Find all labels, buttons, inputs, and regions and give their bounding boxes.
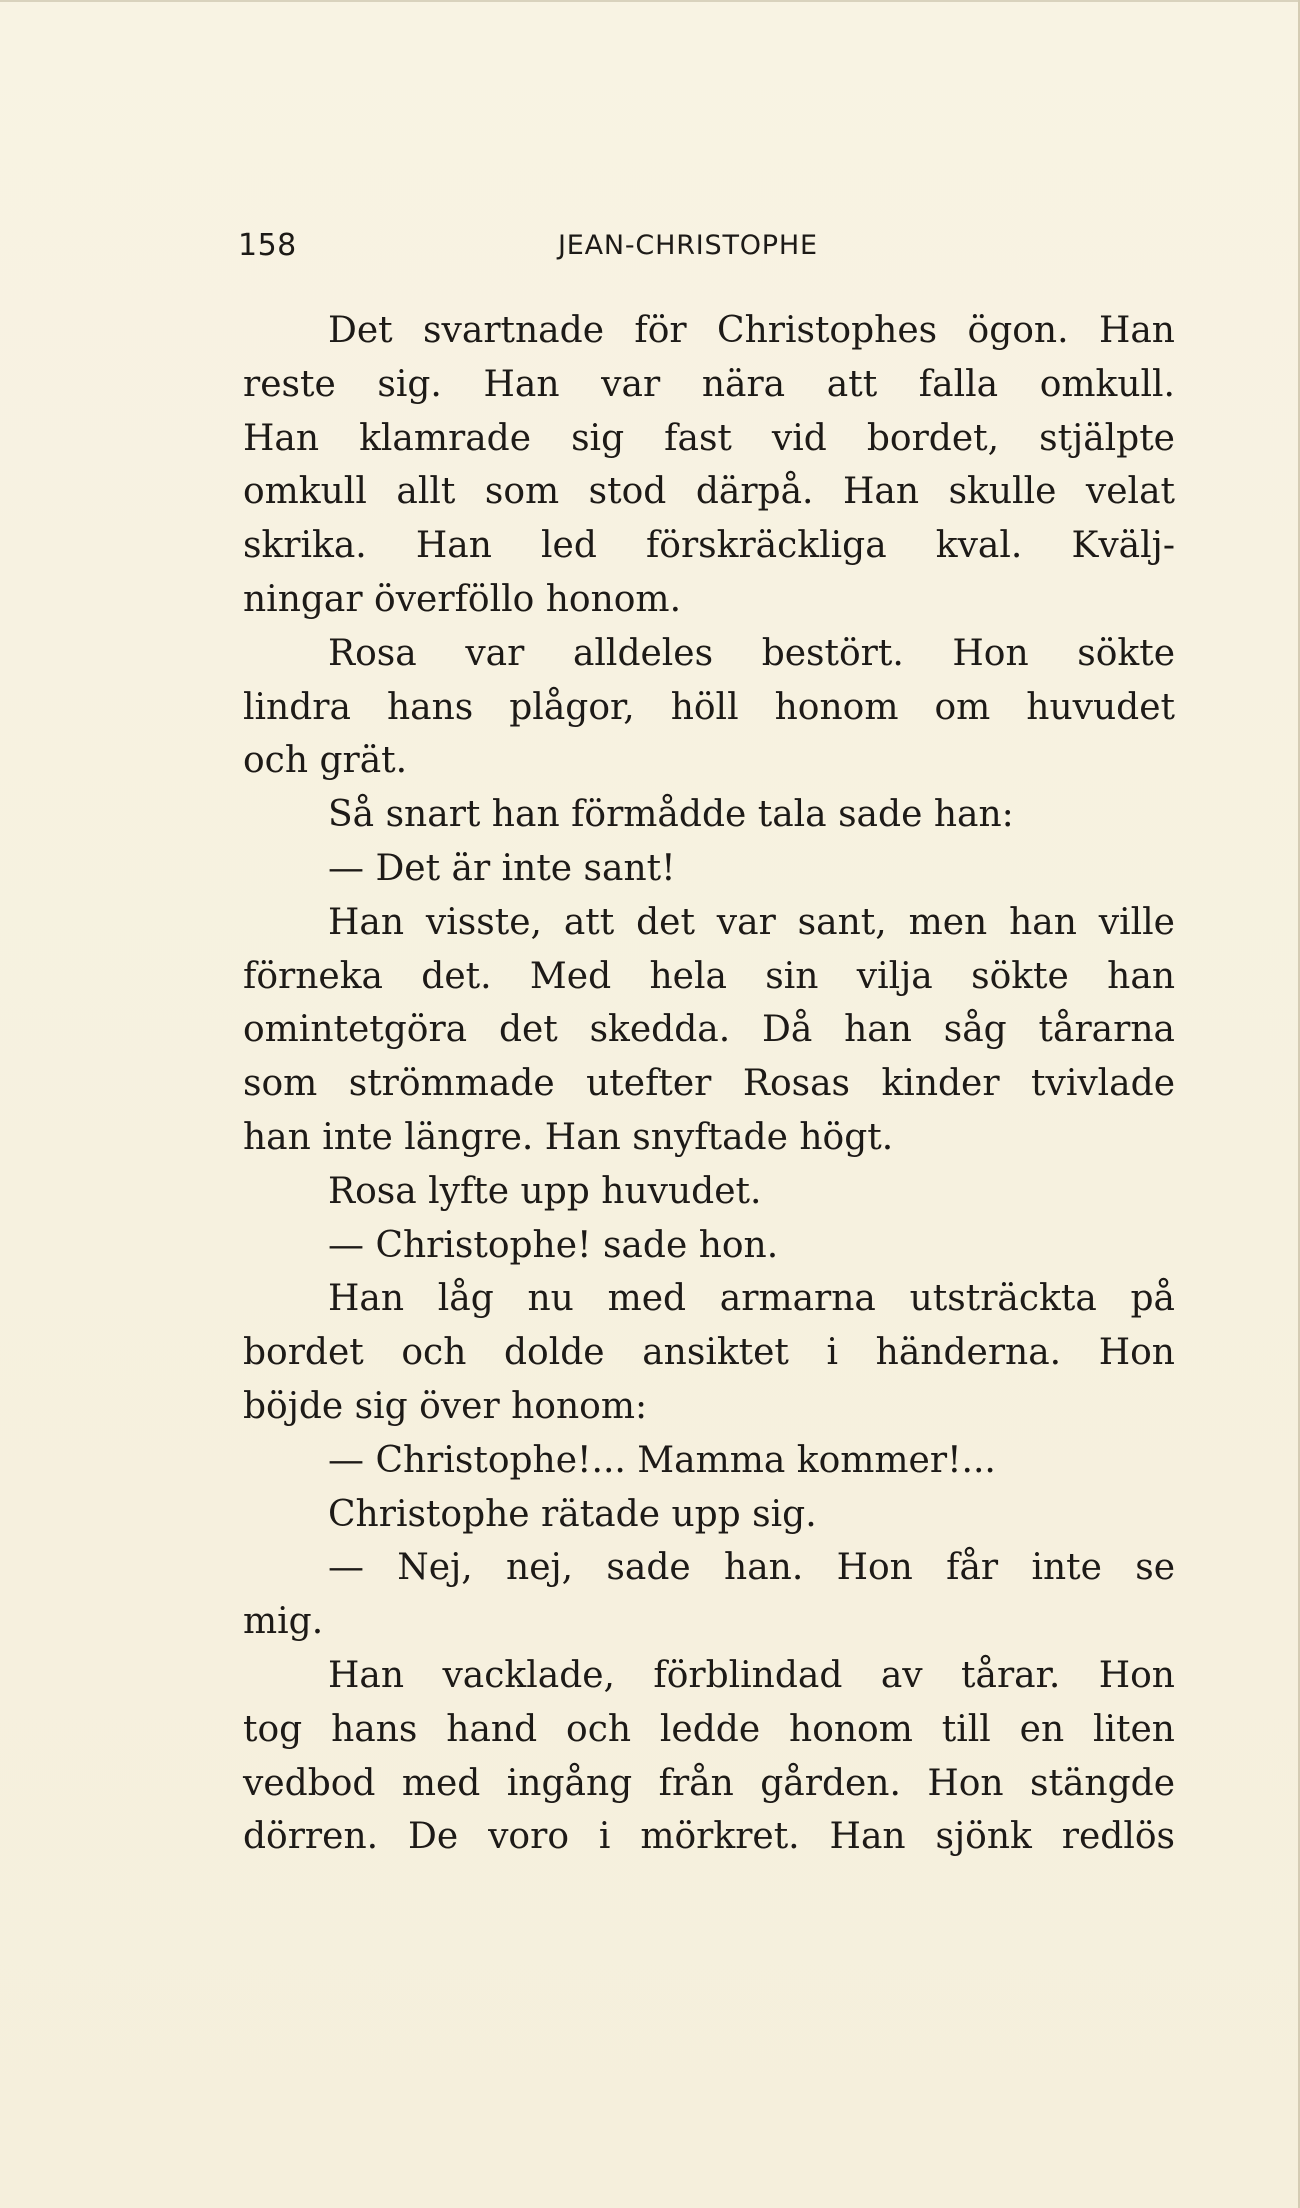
- page-header: [238, 228, 1178, 268]
- text-line: tog hans hand och ledde honom till en liten: [243, 1708, 1175, 1750]
- text-line: Det svartnade för Christophes ögon. Han: [328, 310, 1175, 351]
- text-line: — Christophe! sade hon.: [328, 1224, 779, 1266]
- text-line: ningar överföllo honom.: [243, 578, 682, 620]
- text-line: omintetgöra det skedda. Då han såg tårarna: [243, 1009, 1175, 1051]
- text-line: Så snart han förmådde tala sade han:: [328, 794, 1014, 836]
- text-line: Rosa lyfte upp huvudet.: [328, 1170, 762, 1212]
- text-line: reste sig. Han var nära att falla omkull.: [243, 363, 1175, 405]
- running-head: JEAN-CHRISTOPHE: [558, 230, 818, 261]
- text-line: lindra hans plågor, höll honom om huvudet: [243, 686, 1175, 728]
- text-line: han inte längre. Han snyftade högt.: [243, 1116, 894, 1158]
- text-line: Han klamrade sig fast vid bordet, stjälpte: [243, 417, 1175, 459]
- text-line: — Nej, nej, sade han. Hon får inte se: [328, 1547, 1175, 1589]
- text-line: omkull allt som stod därpå. Han skulle velat: [243, 471, 1175, 513]
- text-line: dörren. De voro i mörkret. Han sjönk redlös: [243, 1816, 1175, 1858]
- text-line: — Christophe!... Mamma kommer!...: [328, 1439, 996, 1481]
- text-line: Han vacklade, förblindad av tårar. Hon: [328, 1654, 1175, 1696]
- text-line: Han visste, att det var sant, men han ville: [328, 901, 1175, 943]
- text-line: — Det är inte sant!: [328, 847, 676, 889]
- body-text: [243, 304, 1175, 1864]
- text-line: Han låg nu med armarna utsträckta på: [328, 1278, 1175, 1320]
- text-line: Christophe rätade upp sig.: [328, 1493, 817, 1535]
- text-line: vedbod med ingång från gården. Hon stängde: [243, 1762, 1175, 1804]
- text-line: böjde sig över honom:: [243, 1385, 648, 1427]
- text-line: Rosa var alldeles bestört. Hon sökte: [328, 632, 1175, 674]
- page-top-edge: [0, 0, 1300, 2]
- text-line: mig.: [243, 1601, 324, 1643]
- text-line: förneka det. Med hela sin vilja sökte han: [243, 955, 1175, 997]
- text-line: skrika. Han led förskräckliga kval. Kvälj-: [243, 525, 1175, 567]
- page-number: 158: [238, 228, 297, 263]
- text-line: bordet och dolde ansiktet i händerna. Hon: [243, 1332, 1175, 1374]
- text-line: som strömmade utefter Rosas kinder tvivlade: [243, 1063, 1175, 1105]
- text-line: och grät.: [243, 740, 408, 782]
